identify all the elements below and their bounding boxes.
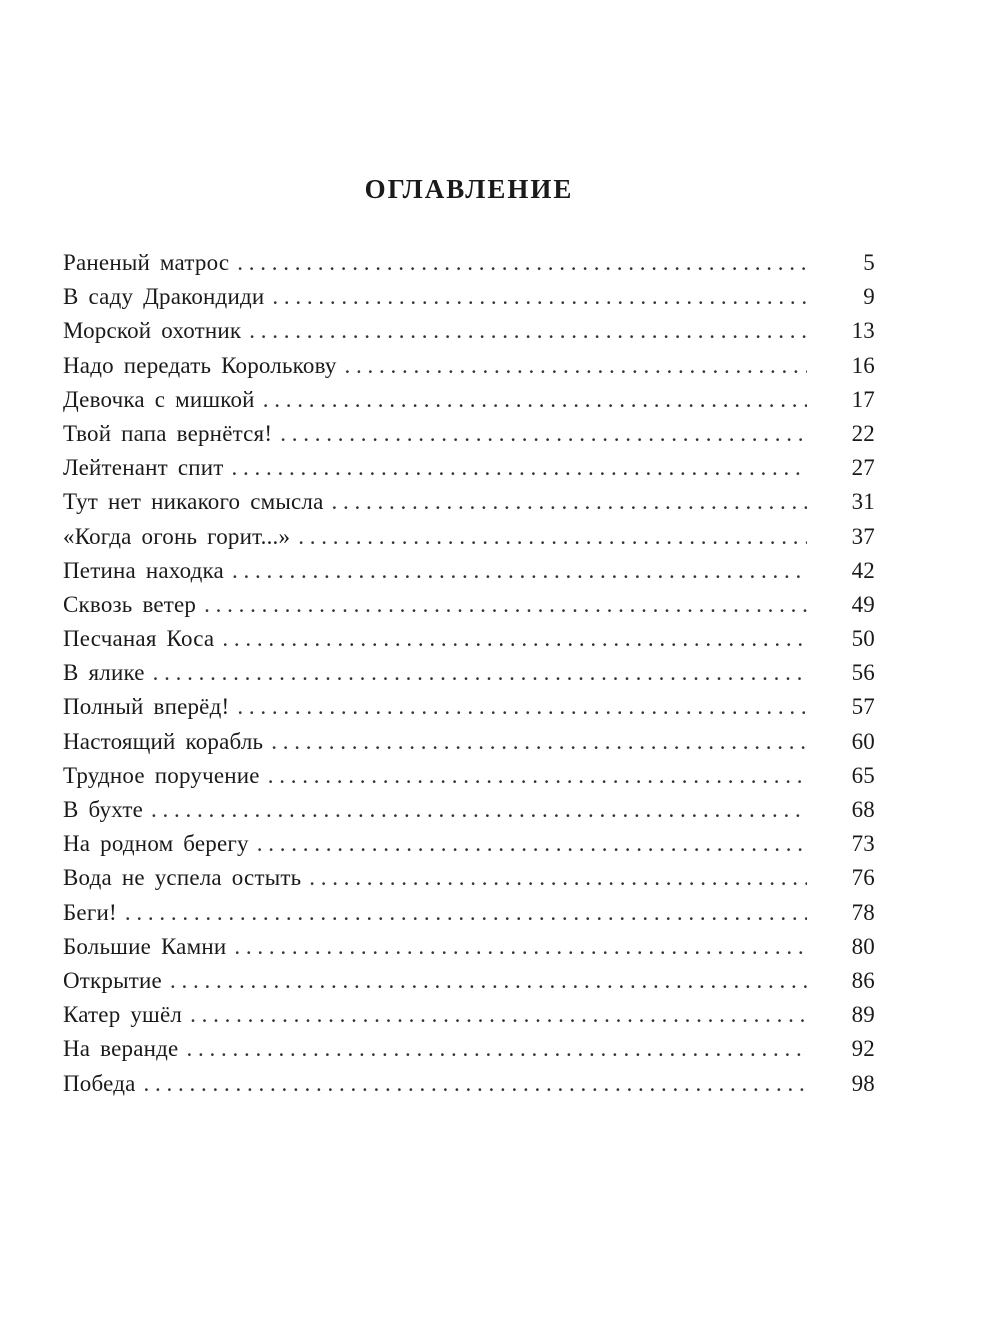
- toc-page-number: 13: [851, 318, 875, 344]
- toc-page-number: 76: [851, 865, 875, 891]
- toc-page-number: 73: [851, 831, 875, 857]
- toc-entry: [63, 284, 875, 318]
- toc-page-number: 86: [851, 967, 875, 993]
- dot-leader: [170, 968, 807, 994]
- toc-entry: [63, 1002, 875, 1036]
- toc-entry: [63, 831, 875, 865]
- toc-page-number: 22: [851, 420, 875, 446]
- toc-page-number: 16: [851, 352, 875, 378]
- toc-entry: [63, 1036, 875, 1070]
- toc-entry-title: Вода не успела остыть: [63, 865, 302, 891]
- dot-leader: [257, 831, 807, 857]
- toc-entry-title: Песчаная Коса: [63, 626, 215, 652]
- toc-entry-title: На веранде: [63, 1036, 179, 1062]
- toc-page-number: 57: [851, 694, 875, 720]
- toc-entry: [63, 865, 875, 899]
- dot-leader: [345, 353, 807, 379]
- toc-page-number: 27: [851, 455, 875, 481]
- dot-leader: [298, 524, 807, 550]
- toc-entry-title: Тут нет никакого смысла: [63, 489, 324, 515]
- toc-entry: [63, 558, 875, 592]
- toc-entry-title: В бухте: [63, 797, 144, 822]
- toc-entry: [63, 763, 875, 797]
- toc-entry: [63, 353, 875, 387]
- toc-entry-title: Полный вперёд!: [63, 694, 230, 720]
- toc-entry: [63, 318, 875, 352]
- toc-entry-title: В саду Дракондиди: [63, 284, 265, 310]
- dot-leader: [186, 1036, 807, 1062]
- toc-entry-title: Девочка с мишкой: [63, 386, 255, 412]
- dot-leader: [232, 558, 807, 584]
- toc-entry: [63, 660, 875, 694]
- dot-leader: [153, 660, 807, 686]
- toc-entry: [63, 592, 875, 626]
- dot-leader: [232, 455, 807, 481]
- toc-page-number: 80: [851, 933, 875, 959]
- toc-entry-title: Трудное поручение: [63, 762, 260, 788]
- toc-page-number: 56: [851, 660, 875, 686]
- toc-page-number: 42: [851, 557, 875, 583]
- toc-page-number: 17: [851, 386, 875, 412]
- toc-entry-title: Победа: [63, 1070, 136, 1096]
- toc-entry-title: Надо передать Королькову: [63, 352, 337, 378]
- toc-entry-title: Раненый матрос: [63, 250, 230, 275]
- toc-entry-title: Морской охотник: [63, 318, 242, 344]
- toc-entry: [63, 694, 875, 728]
- toc-entry-title: Большие Камни: [63, 933, 227, 959]
- toc-entry-title: Лейтенант спит: [63, 455, 224, 481]
- page-title: ОГЛАВЛЕНИЕ: [364, 174, 574, 204]
- toc-page-number: 65: [851, 762, 875, 788]
- dot-leader: [204, 592, 807, 618]
- toc-page-number: 50: [851, 626, 875, 652]
- dot-leader: [125, 900, 807, 926]
- toc-page-number: 5: [863, 250, 875, 275]
- toc-entry: [63, 797, 875, 831]
- toc-entry: [63, 489, 875, 523]
- toc-entry: [63, 250, 875, 284]
- toc-entry: [63, 968, 875, 1002]
- dot-leader: [190, 1002, 807, 1028]
- toc-page-number: 60: [851, 728, 875, 754]
- toc-entry-title: Твой папа вернётся!: [63, 420, 273, 446]
- dot-leader: [234, 934, 807, 960]
- dot-leader: [309, 865, 807, 891]
- toc-entry: [63, 387, 875, 421]
- toc-entry-title: Сквозь ветер: [63, 591, 197, 617]
- toc-page-number: 31: [851, 489, 875, 515]
- toc-entry-title: Петина находка: [63, 557, 224, 583]
- toc-entry: [63, 934, 875, 968]
- toc-entry: [63, 1071, 875, 1105]
- table-of-contents: [63, 250, 875, 1105]
- toc-entry: [63, 524, 875, 558]
- toc-entry-title: Настоящий корабль: [63, 728, 264, 754]
- dot-leader: [151, 797, 807, 823]
- toc-page-number: 68: [851, 797, 875, 822]
- toc-entry: [63, 900, 875, 934]
- toc-entry-title: «Когда огонь горит...»: [63, 523, 291, 549]
- dot-leader: [268, 763, 807, 789]
- dot-leader: [144, 1071, 807, 1097]
- dot-leader: [237, 250, 807, 276]
- toc-page-number: 92: [851, 1036, 875, 1062]
- toc-entry: [63, 455, 875, 489]
- dot-leader: [263, 387, 807, 413]
- dot-leader: [249, 318, 807, 344]
- dot-leader: [332, 489, 807, 515]
- toc-page-number: 89: [851, 1002, 875, 1028]
- dot-leader: [237, 694, 807, 720]
- toc-page-number: 37: [851, 523, 875, 549]
- toc-page-number: 98: [851, 1070, 875, 1096]
- dot-leader: [271, 729, 807, 755]
- toc-entry: [63, 729, 875, 763]
- toc-entry-title: Открытие: [63, 967, 162, 993]
- toc-entry-title: Катер ушёл: [63, 1002, 183, 1028]
- dot-leader: [280, 421, 807, 447]
- toc-entry: [63, 421, 875, 455]
- toc-page-number: 78: [851, 899, 875, 925]
- toc-page-number: 9: [863, 284, 875, 310]
- toc-page-number: 49: [851, 591, 875, 617]
- toc-entry: [63, 626, 875, 660]
- dot-leader: [222, 626, 807, 652]
- toc-entry-title: В ялике: [63, 660, 145, 686]
- dot-leader: [272, 284, 807, 310]
- toc-entry-title: Беги!: [63, 899, 117, 925]
- toc-entry-title: На родном берегу: [63, 831, 249, 857]
